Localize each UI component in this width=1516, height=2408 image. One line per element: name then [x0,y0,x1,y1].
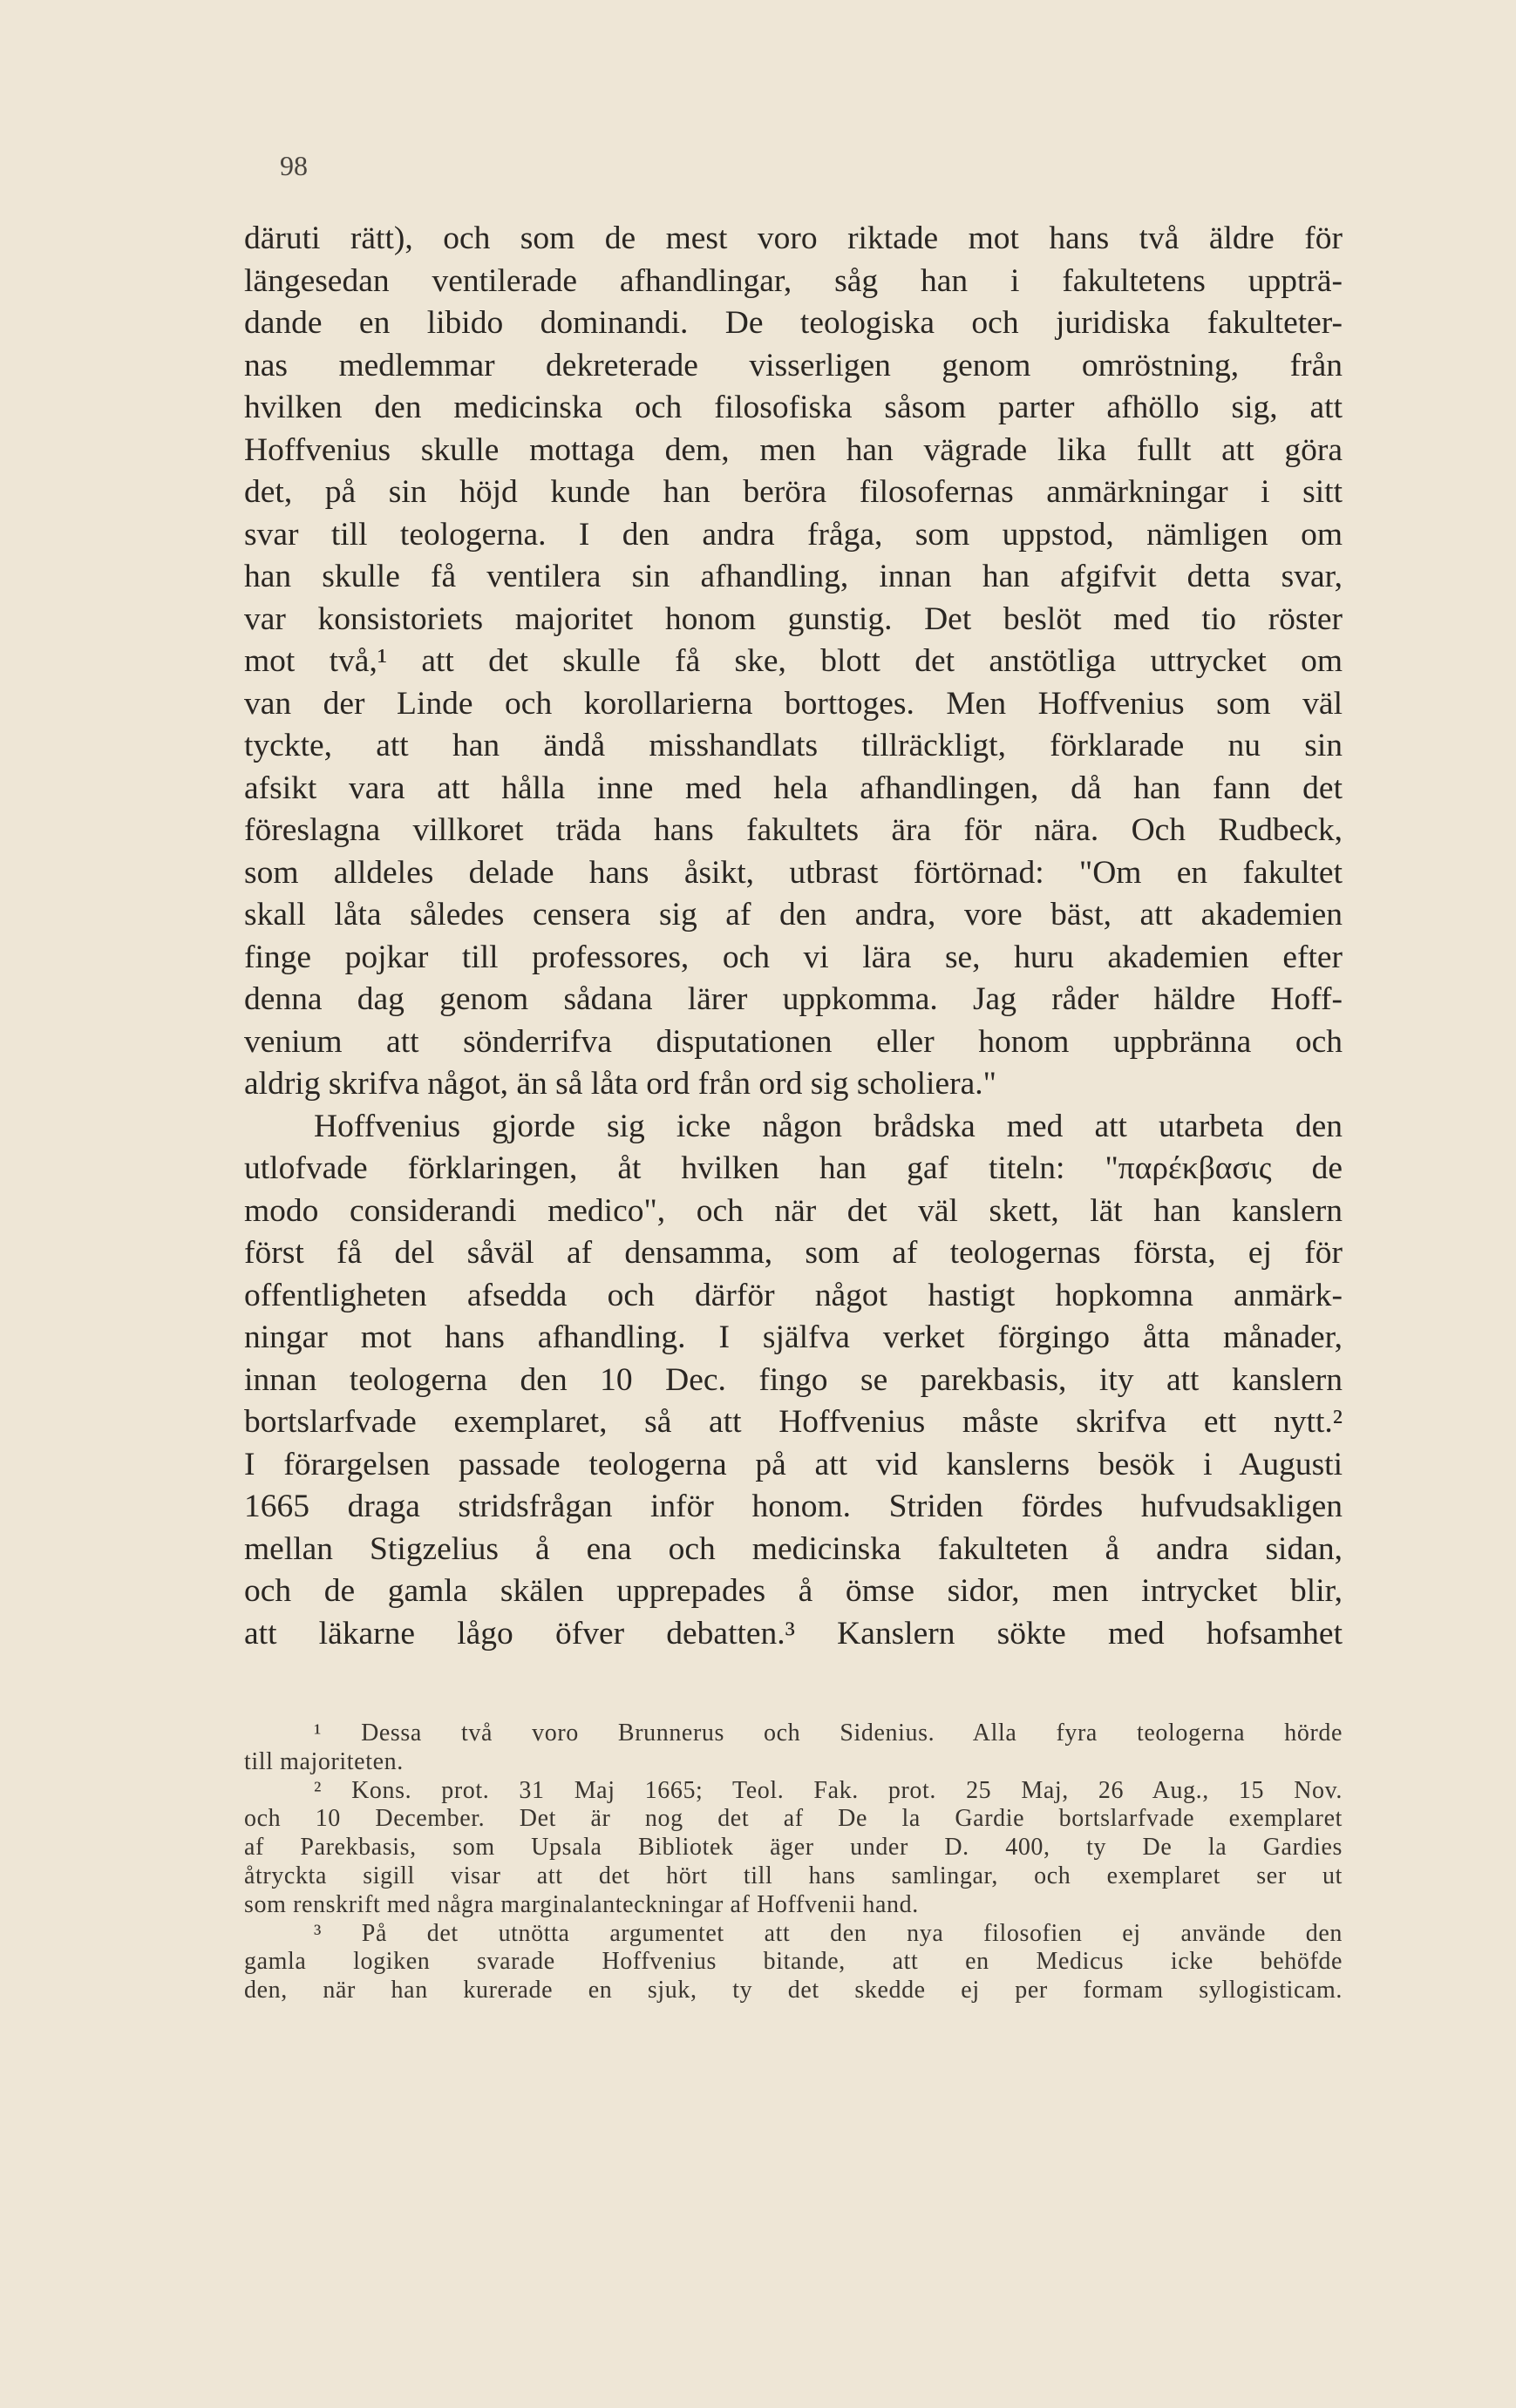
text-line: dande en libido dominandi. De teologiska och juridiska fakulteter- [244,305,1343,341]
text-line: Hoffvenius gjorde sig icke någon brådska med att utarbeta den [314,1108,1343,1144]
text-line: längesedan ventilerade afhandlingar, såg han i fakultetens uppträ- [244,262,1343,299]
text-line: van der Linde och korollarierna borttoges. Men Hoffvenius som väl [244,685,1343,722]
text-line: skall låta således censera sig af den andra, vore bäst, att akademien [244,897,1343,933]
footnote-line: ¹ Dessa två voro Brunnerus och Sidenius. Alla fyra teologerna hörde [314,1720,1343,1747]
text-line: han skulle få ventilera sin afhandling, innan han afgifvit detta svar, [244,559,1343,594]
text-line: nas medlemmar dekreterade visserligen genom omröstning, från [244,347,1343,383]
text-line: utlofvade förklaringen, åt hvilken han gaf titeln: "παρέκβασις de [244,1150,1343,1186]
text-line: och de gamla skälen upprepades å ömse sidor, men intrycket blir, [244,1573,1343,1609]
footnote-line: åtryckta sigill visar att det hört till hans samlingar, och exemplaret ser ut [244,1862,1343,1889]
text-line: däruti rätt), och som de mest voro riktade mot hans två äldre för [244,220,1343,256]
text-line: ningar mot hans afhandling. I själfva verket förgingo åtta månader, [244,1319,1343,1355]
text-line: finge pojkar till professores, och vi lära se, huru akademien efter [244,939,1343,975]
text-line: denna dag genom sådana lärer uppkomma. Jag råder häldre Hoff- [244,981,1343,1017]
page-number: 98 [280,150,308,181]
text-line: offentligheten afsedda och därför något hastigt hopkomna anmärk- [244,1277,1343,1313]
text-line: föreslagna villkoret träda hans fakultets ära för nära. Och Rudbeck, [244,812,1343,848]
text-line: I förargelsen passade teologerna på att vid kanslerns besök i Augusti [244,1446,1343,1482]
footnote-line: till majoriteten. [244,1747,404,1775]
text-line: mot två,¹ att det skulle få ske, blott det anstötliga uttrycket om [244,643,1343,679]
footnote-line: ² Kons. prot. 31 Maj 1665; Teol. Fak. prot. 25 Maj, 26 Aug., 15 Nov. [314,1776,1343,1804]
text-line: 1665 draga stridsfrågan inför honom. Striden fördes hufvudsakligen [244,1489,1343,1524]
text-line: venium att sönderrifva disputationen eller honom uppbränna och [244,1023,1343,1060]
text-line: som alldeles delade hans åsikt, utbrast förtörnad: "Om en fakultet [244,854,1343,891]
text-line: aldrig skrifva något, än så låta ord från ord sig scholiera." [244,1066,996,1102]
footnote-line: gamla logiken svarade Hoffvenius bitande, att en Medicus icke behöfde [244,1948,1343,1976]
text-line: bortslarfvade exemplaret, så att Hoffvenius måste skrifva ett nytt.² [244,1404,1343,1440]
footnote-line: som renskrift med några marginalanteckningar af Hoffvenii hand. [244,1890,919,1918]
text-line: innan teologerna den 10 Dec. fingo se parekbasis, ity att kanslern [244,1361,1343,1398]
text-line: var konsistoriets majoritet honom gunstig. Det beslöt med tio röster [244,600,1343,637]
text-line: modo considerandi medico", och när det väl skett, lät han kanslern [244,1192,1343,1229]
main-text [244,218,1343,1655]
text-line: att läkarne lågo öfver debatten.³ Kanslern sökte med hofsamhet [244,1615,1343,1652]
text-line: hvilken den medicinska och filosofiska såsom parter afhöllo sig, att [244,390,1343,425]
footnote-line: och 10 December. Det är nog det af De la Gardie bortslarfvade exemplaret [244,1805,1343,1833]
text-line: det, på sin höjd kunde han beröra filosofernas anmärkningar i sitt [244,474,1343,510]
text-line: svar till teologerna. I den andra fråga, som uppstod, nämligen om [244,516,1343,553]
text-line: mellan Stigzelius å ena och medicinska fakulteten å andra sidan, [244,1530,1343,1567]
text-line: tyckte, att han ändå misshandlats tillräckligt, förklarade nu sin [244,728,1343,763]
footnote-line: den, när han kurerade en sjuk, ty det skedde ej per formam syllogisticam. [244,1977,1343,2004]
footnotes [244,1720,1343,2005]
text-line: Hoffvenius skulle mottaga dem, men han vägrade lika fullt att göra [244,431,1343,468]
footnote-line: af Parekbasis, som Upsala Bibliotek äger under D. 400, ty De la Gardies [244,1834,1343,1862]
text-line: afsikt vara att hålla inne med hela afhandlingen, då han fann det [244,770,1343,806]
text-line: först få del såväl af densamma, som af teologernas första, ej för [244,1235,1343,1271]
footnote-line: ³ På det utnötta argumentet att den nya filosofien ej använde den [314,1919,1343,1947]
